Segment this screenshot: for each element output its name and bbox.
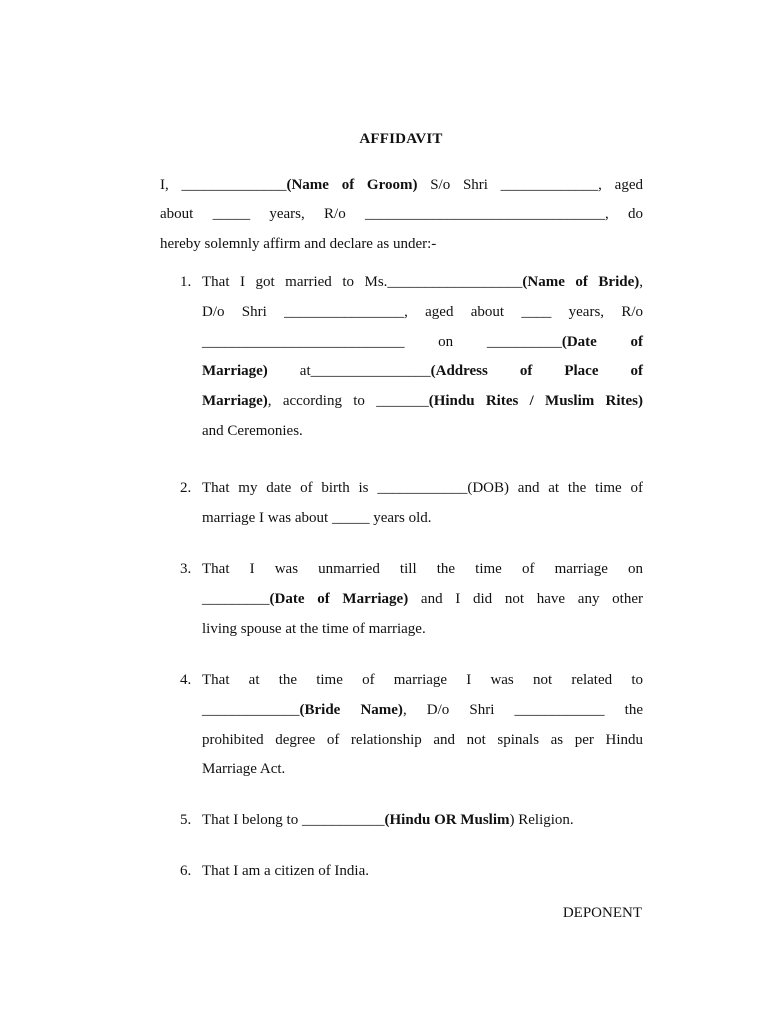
item-5-line-1: That I belong to ___________(Hindu OR Muslim) Religion.	[202, 812, 574, 828]
item-1-line-5: Marriage), according to _______(Hindu Rites / Muslim Rites)	[202, 393, 643, 410]
intro-paragraph	[160, 171, 643, 259]
deponent-signature-label: DEPONENT	[562, 905, 642, 921]
item-1-line-2: D/o Shri ________________, aged about ____ years, R/o	[202, 303, 643, 320]
list-item-number: 3.	[180, 561, 192, 577]
item-2-line-1: That my date of birth is ____________(DOB) and at the time of	[202, 480, 643, 496]
list-item-number: 1.	[180, 274, 192, 290]
item-3-line-2: _________(Date of Marriage) and I did not have any other	[202, 590, 643, 607]
item-4-line-1: That at the time of marriage I was not related to	[202, 672, 643, 688]
list-item-6	[180, 857, 643, 887]
list-item-number: 6.	[180, 863, 192, 879]
list-item-number: 5.	[180, 812, 192, 828]
list-item-3	[180, 555, 643, 644]
document-title: AFFIDAVIT	[359, 131, 443, 147]
item-2-line-2: marriage I was about _____ years old.	[202, 509, 432, 526]
item-4-line-2: _____________(Bride Name), D/o Shri ____________ the	[202, 701, 643, 718]
list-item-4	[180, 666, 643, 785]
item-1-line-1: That I got married to Ms.__________________(Name of Bride),	[202, 274, 643, 290]
intro-line-2: about _____ years, R/o ________________________________, do	[160, 206, 643, 223]
list-item-1	[180, 268, 643, 447]
item-6-line-1: That I am a citizen of India.	[202, 863, 370, 879]
list-item-number: 4.	[180, 672, 192, 688]
intro-line-3: hereby solemnly affirm and declare as under:-	[160, 235, 437, 252]
list-item-number: 2.	[180, 480, 192, 496]
item-4-line-3: prohibited degree of relationship and not spinals as per Hindu	[202, 731, 643, 748]
item-1-line-3: ___________________________ on __________(Date of	[202, 333, 643, 350]
item-4-line-4: Marriage Act.	[202, 761, 286, 778]
item-1-line-4: Marriage) at________________(Address of Place of	[202, 363, 643, 380]
item-1-line-6: and Ceremonies.	[202, 422, 303, 439]
item-3-line-3: living spouse at the time of marriage.	[202, 620, 426, 637]
intro-line-1: I, ______________(Name of Groom) S/o Shri _____________, aged	[160, 177, 643, 193]
list-item-2	[180, 474, 643, 534]
list-item-5	[180, 806, 643, 836]
item-3-line-1: That I was unmarried till the time of marriage on	[202, 561, 643, 577]
